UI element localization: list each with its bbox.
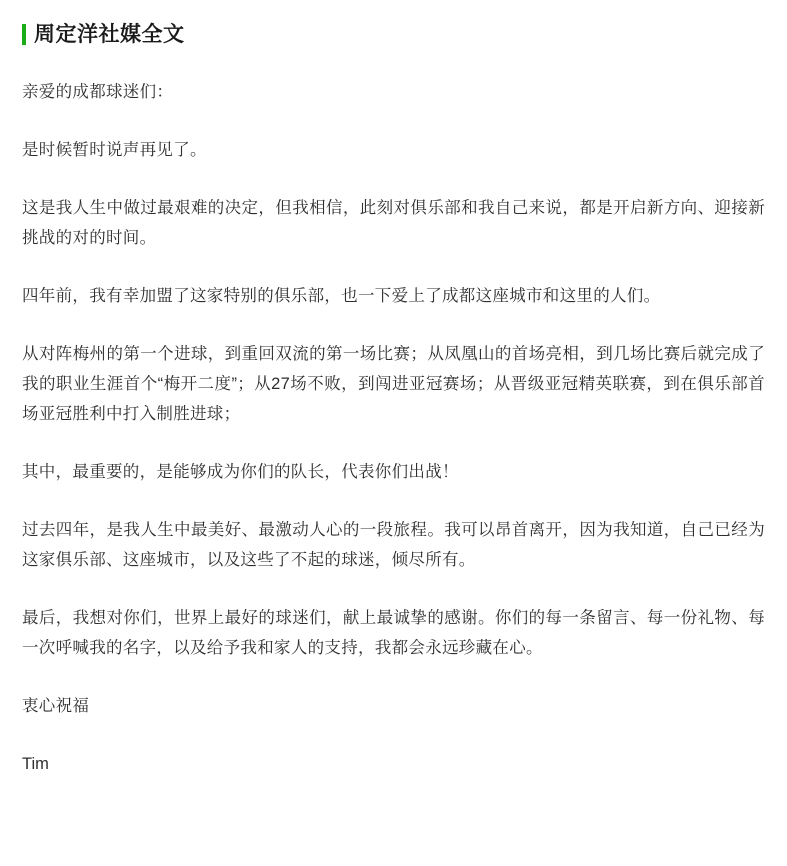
letter-signature: Tim: [22, 755, 49, 774]
paragraph: 四年前，我有幸加盟了这家特别的俱乐部，也一下爱上了成都这座城市和这里的人们。: [22, 287, 661, 306]
letter-signoff: 衷心祝福: [22, 697, 90, 716]
accent-bar-icon: [22, 24, 26, 45]
paragraph: 这是我人生中做过最艰难的决定，但我相信，此刻对俱乐部和我自己来说，都是开启新方向、迎接新挑战的对的时间。: [22, 199, 765, 248]
paragraph: 其中，最重要的，是能够成为你们的队长，代表你们出战！: [22, 463, 459, 482]
paragraph: 最后，我想对你们，世界上最好的球迷们，献上最诚挚的感谢。你们的每一条留言、每一份礼物、每一次呼喊我的名字，以及给予我和家人的支持，我都会永远珍藏在心。: [22, 609, 765, 658]
paragraph: 从对阵梅州的第一个进球，到重回双流的第一场比赛；从凤凰山的首场亮相，到几场比赛后就完成了我的职业生涯首个“梅开二度”；从27场不败，到闯进亚冠赛场；从晋级亚冠精英联赛，到在俱乐部首场亚冠胜利中打入制胜进球；: [22, 345, 765, 424]
paragraph: 是时候暂时说声再见了。: [22, 141, 207, 160]
page-title: [22, 22, 765, 47]
letter-body: [22, 77, 765, 663]
page-title-text: 周定洋社媒全文: [34, 23, 185, 46]
paragraph: 亲爱的成都球迷们：: [22, 83, 174, 102]
paragraph: 过去四年，是我人生中最美好、最激动人心的一段旅程。我可以昂首离开，因为我知道，自己已经为这家俱乐部、这座城市，以及这些了不起的球迷，倾尽所有。: [22, 521, 765, 570]
